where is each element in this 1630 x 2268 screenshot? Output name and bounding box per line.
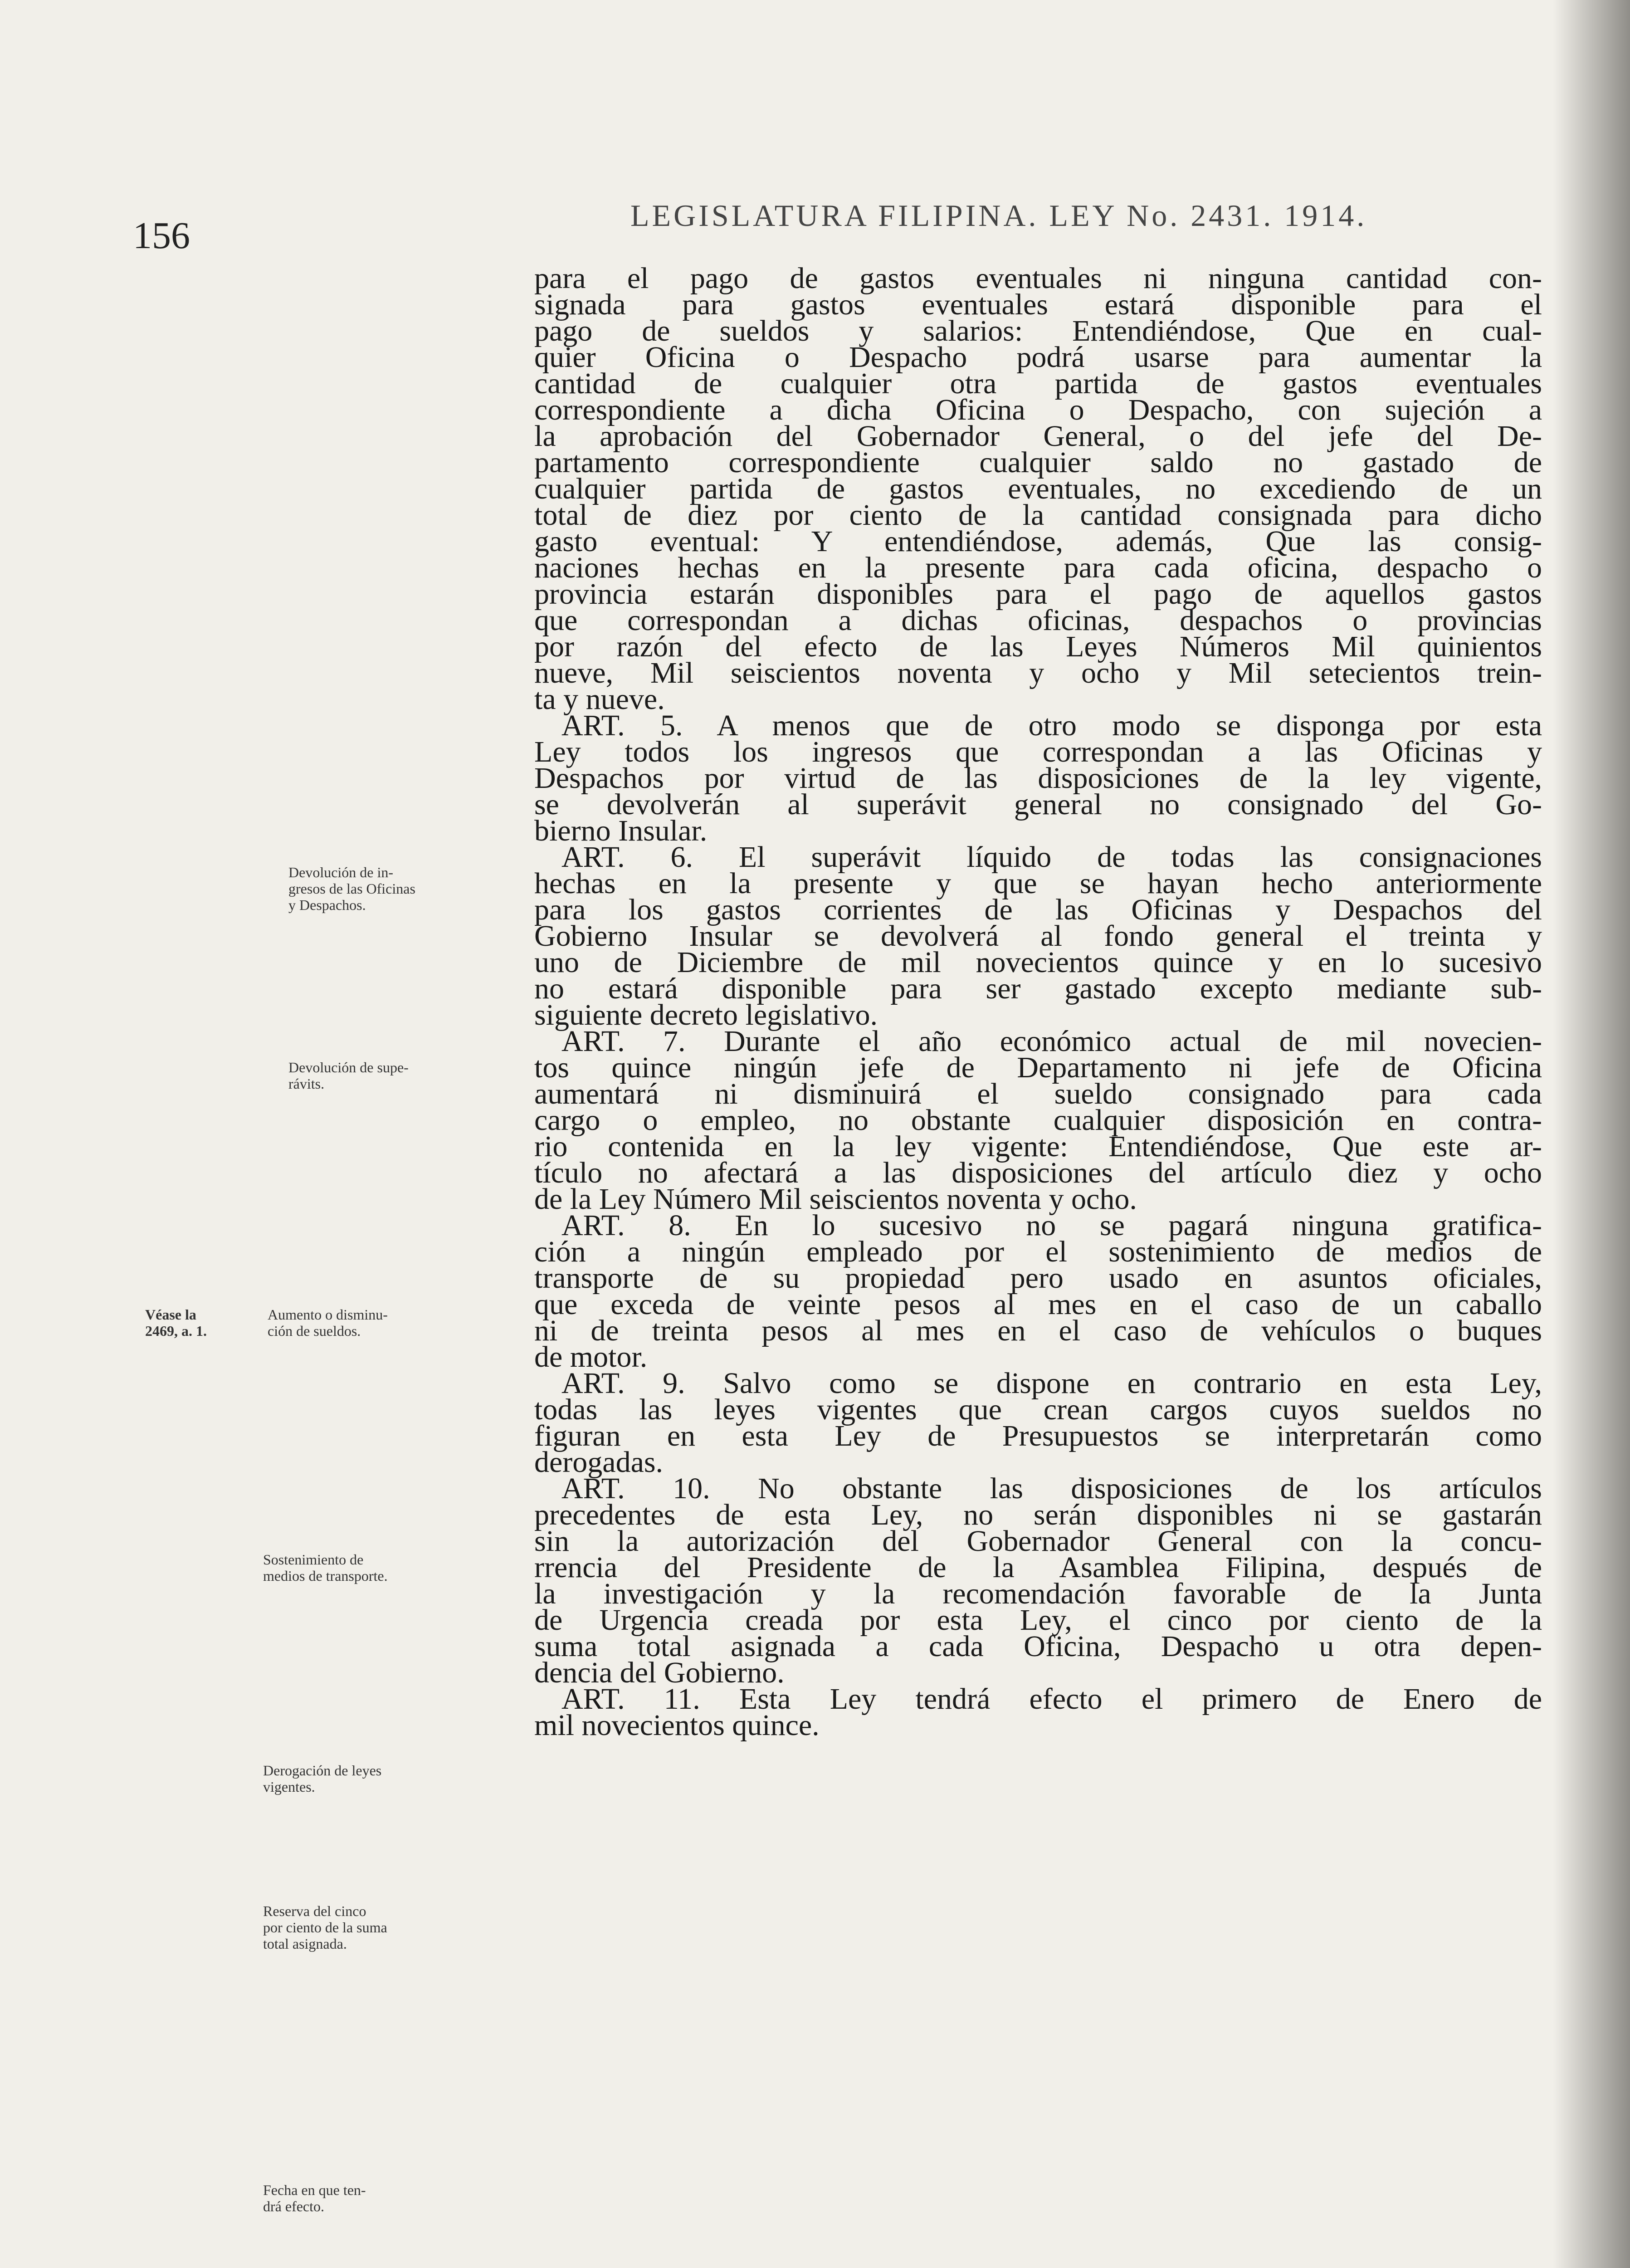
text-line: cantidad de cualquier otra partida de gastos eventuales [534,367,1542,400]
text-line: bierno Insular. [534,814,708,847]
text-line: correspondiente a dicha Oficina o Despacho, con sujeción a [534,393,1542,426]
text-line: mil novecientos quince. [534,1709,820,1742]
text-line: ART. 8. En lo sucesivo no se pagará ninguna gratifica- [561,1209,1542,1242]
sidenote-line: ción de sueldos. [268,1323,361,1339]
margin-reference-line: 2469, a. 1. [145,1323,207,1339]
sidenote-line: drá efecto. [263,2198,325,2214]
text-line: Ley todos los ingresos que correspondan a las Oficinas y [534,735,1542,768]
running-head: LEGISLATURA FILIPINA. LEY No. 2431. 1914. [630,198,1367,233]
text-line: quier Oficina o Despacho podrá usarse para aumentar la [534,341,1542,374]
text-line: ART. 11. Esta Ley tendrá efecto el primero de Enero de [561,1682,1542,1716]
text-line: ción a ningún empleado por el sostenimiento de medios de [534,1235,1542,1268]
text-line: que correspondan a dichas oficinas, despachos o provincias [534,604,1542,637]
text-line: la aprobación del Gobernador General, o del jefe del De- [534,420,1542,453]
text-line: ni de treinta pesos al mes en el caso de vehículos o buques [534,1314,1542,1347]
sidenote-line: Devolución de supe- [288,1059,409,1075]
text-line: por razón del efecto de las Leyes Números Mil quinientos [534,630,1542,663]
sidenote-line: total asignada. [263,1936,347,1952]
text-line: naciones hechas en la presente para cada oficina, despacho o [534,551,1542,584]
sidenote-line: gresos de las Oficinas [288,880,415,897]
text-line: transporte de su propiedad pero usado en asuntos oficiales, [534,1261,1542,1295]
text-line: ART. 6. El superávit líquido de todas las consignaciones [561,841,1542,874]
text-line: Gobierno Insular se devolverá al fondo general el treinta y [534,919,1542,953]
paragraph-article-5 [534,709,1542,847]
paragraph-article-6 [534,841,1542,1031]
text-line: partamento correspondiente cualquier saldo no gastado de [534,446,1542,479]
paragraph-article-7 [534,1025,1542,1216]
text-line: para los gastos corrientes de las Oficinas y Despachos del [534,893,1542,926]
text-line: uno de Diciembre de mil novecientos quince y en lo sucesivo [534,946,1542,979]
text-line: ta y nueve. [534,683,665,716]
sidenote-line: vigentes. [263,1779,315,1795]
text-line: se devolverán al superávit general no consignado del Go- [534,788,1542,821]
sidenote-article-9 [263,1762,381,1795]
sidenote-article-10 [263,1903,387,1952]
text-line: que exceda de veinte pesos al mes en el caso de un caballo [534,1288,1542,1321]
text-line: precedentes de esta Ley, no serán disponibles ni se gastarán [534,1498,1542,1531]
text-line: ART. 9. Salvo como se dispone en contrario en esta Ley, [561,1367,1542,1400]
sidenote-article-11 [263,2182,366,2214]
text-line: siguiente decreto legislativo. [534,998,878,1031]
margin-reference-line: Véase la [145,1306,196,1323]
body-text [534,262,1542,1742]
sidenote-line: Derogación de leyes [263,1762,382,1779]
text-line: nueve, Mil seiscientos noventa y ocho y Mil setecientos trein- [534,656,1542,689]
sidenote-line: Reserva del cinco [263,1903,366,1919]
sidenote-line: Devolución de in- [288,864,394,880]
text-line: de motor. [534,1340,648,1374]
paragraph-article-8 [534,1209,1542,1374]
text-line: rrencia del Presidente de la Asamblea Filipina, después de [534,1551,1542,1584]
page-number: 156 [133,215,190,257]
sidenote-line: y Despachos. [288,897,366,913]
sidenote-article-5 [288,864,415,913]
text-line: provincia estarán disponibles para el pago de aquellos gastos [534,577,1542,611]
sidenote-line: por ciento de la suma [263,1919,387,1936]
text-line: cargo o empleo, no obstante cualquier disposición en contra- [534,1104,1542,1137]
text-line: gasto eventual: Y entendiéndose, además, Que las consig- [534,525,1542,558]
text-line: sin la autorización del Gobernador General con la concu- [534,1525,1542,1558]
text-line: no estará disponible para ser gastado excepto mediante sub- [534,972,1542,1005]
text-line: total de diez por ciento de la cantidad consignada para dicho [534,499,1542,532]
text-line: signada para gastos eventuales estará disponible para el [534,288,1542,321]
text-line: figuran en esta Ley de Presupuestos se interpretarán como [534,1419,1542,1452]
text-line: todas las leyes vigentes que crean cargos cuyos sueldos no [534,1393,1542,1426]
text-line: tículo no afectará a las disposiciones del artículo diez y ocho [534,1156,1542,1189]
text-line: de la Ley Número Mil seiscientos noventa y ocho. [534,1183,1137,1216]
text-line: ART. 5. A menos que de otro modo se disponga por esta [561,709,1542,742]
sidenote-line: medios de transporte. [263,1568,388,1584]
text-line: cualquier partida de gastos eventuales, no excediendo de un [534,472,1542,505]
sidenote-line: Fecha en que ten- [263,2182,366,2198]
sidenote-article-7 [268,1306,388,1339]
text-line: rio contenida en la ley vigente: Entendiéndose, Que este ar- [534,1130,1542,1163]
text-line: pago de sueldos y salarios: Entendiéndose, Que en cual- [534,314,1542,347]
sidenote-line: Aumento o disminu- [268,1306,388,1323]
page-edge-shadow [1553,0,1630,2268]
text-line: derogadas. [534,1446,664,1479]
margin-reference [145,1306,207,1339]
approval-date [566,2266,1022,2268]
text-line: suma total asignada a cada Oficina, Despacho u otra depen- [534,1630,1542,1663]
text-line: de Urgencia creada por esta Ley, el cinco por ciento de la [534,1603,1542,1637]
sidenote-line: rávits. [288,1075,325,1092]
paragraph-article-9 [534,1367,1542,1479]
text-line: aumentará ni disminuirá el sueldo consignado para cada [534,1077,1542,1110]
sidenote-line: Sostenimiento de [263,1551,364,1568]
text-line: dencia del Gobierno. [534,1656,785,1689]
sidenote-article-6 [288,1059,409,1092]
text-line: ART. 7. Durante el año económico actual de mil novecien- [561,1025,1542,1058]
paragraph-article-11 [534,1682,1542,1742]
text-line: para el pago de gastos eventuales ni ninguna cantidad con- [534,262,1542,295]
text-line: Despachos por virtud de las disposiciones de la ley vigente, [534,762,1542,795]
text-line: la investigación y la recomendación favorable de la Junta [534,1577,1542,1610]
text-line: hechas en la presente y que se hayan hecho anteriormente [534,867,1542,900]
text-line: ART. 10. No obstante las disposiciones de los artículos [561,1472,1542,1505]
paragraph-continuation [534,262,1542,716]
text-line: tos quince ningún jefe de Departamento ni jefe de Oficina [534,1051,1542,1084]
paragraph-article-10 [534,1472,1542,1689]
sidenote-article-8 [263,1551,388,1584]
